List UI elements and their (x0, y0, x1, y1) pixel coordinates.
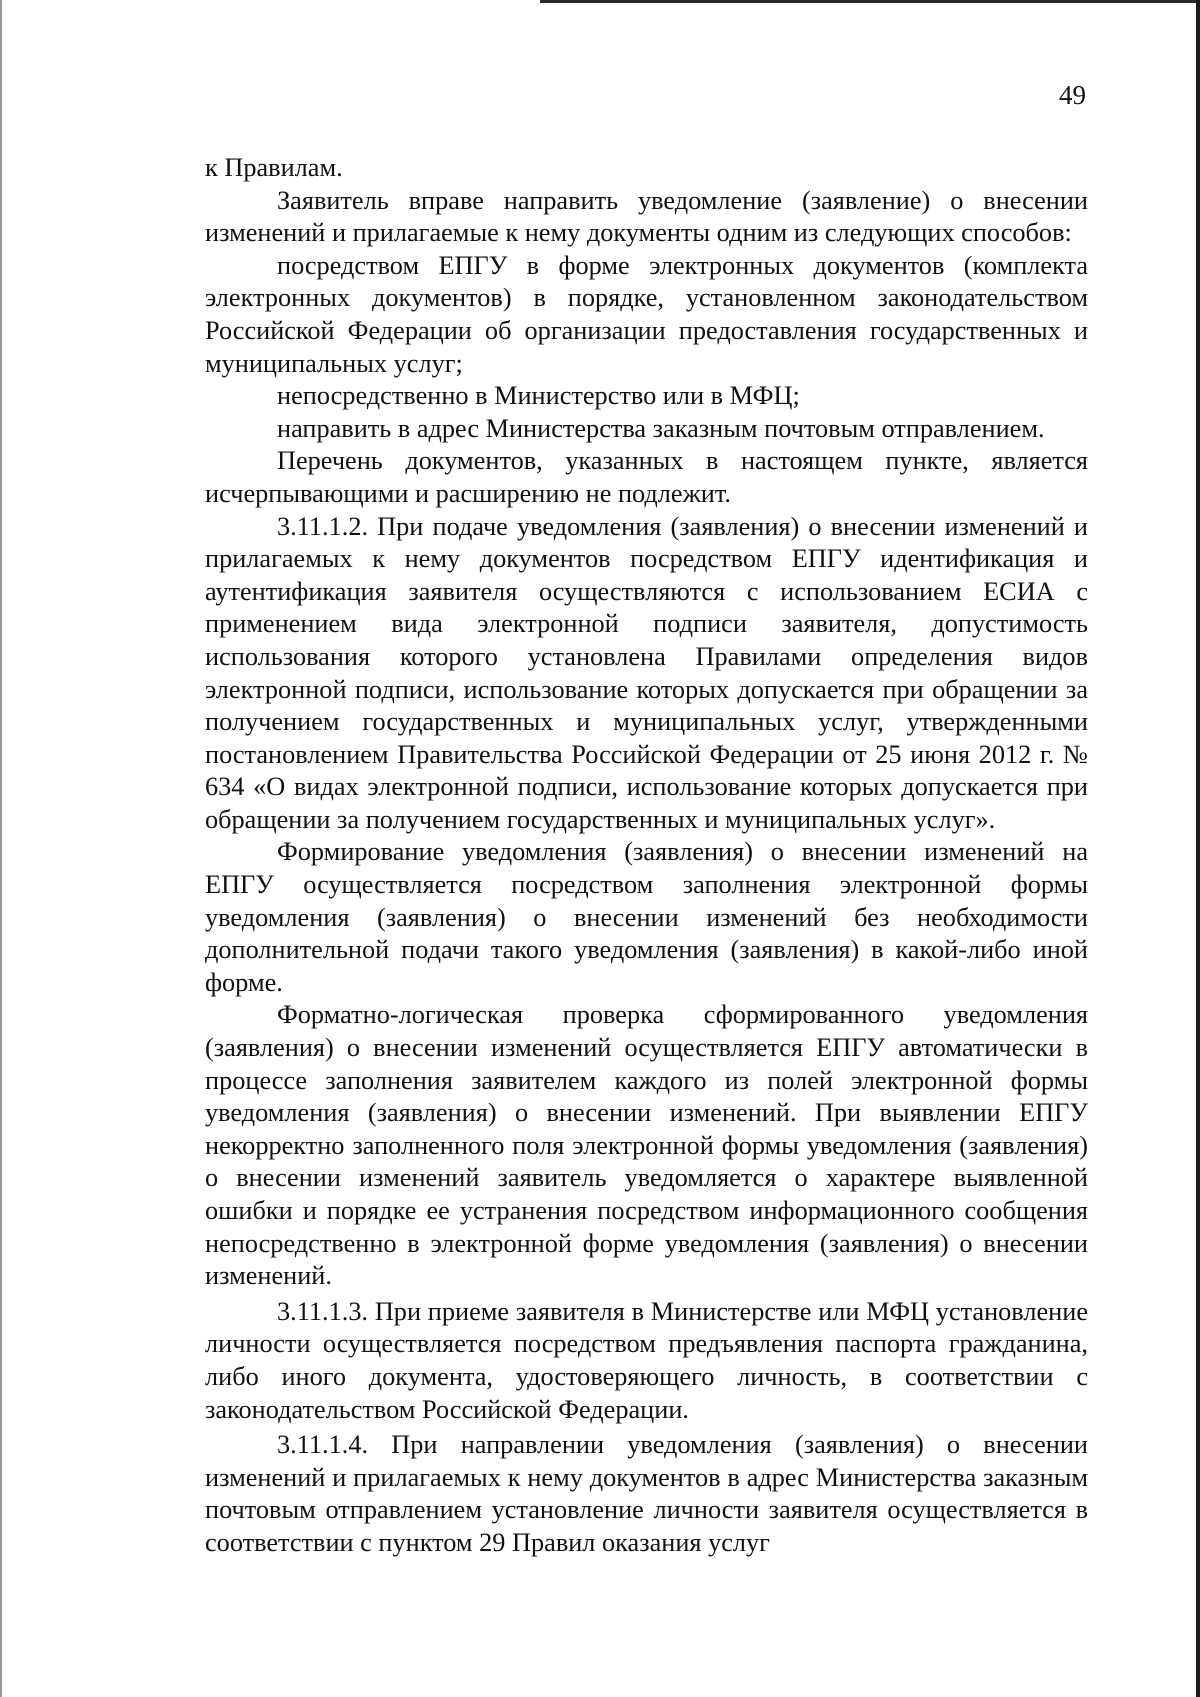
paragraph-submission-methods: Заявитель вправе направить уведомление (заявление) о внесении изменений и прилагаемые к нему документы одним из следующих способов: (205, 185, 1088, 248)
paragraph-3-11-1-2: 3.11.1.2. При подаче уведомления (заявления) о внесении изменений и прилагаемых к нему документов посредством ЕПГУ идентификация и аутентификация заявителя осуществляются с использованием ЕСИА с применением вида электронной подписи заявителя, допустимость использования которого установлена Правилами определения видов электронной подписи, использование которых допускается при обращении за получением государственных и муниципальных услуг, утвержденными постановлением Правительства Российской Федерации от 25 июня 2012 г. № 634 «О видах электронной подписи, использование которых допускается при обращении за получением государственных и муниципальных услуг». (205, 511, 1088, 834)
scan-edge-right (1196, 0, 1200, 1697)
page-number: 49 (1059, 80, 1086, 110)
list-item-in-person: непосредственно в Министерство или в МФЦ; (277, 381, 800, 411)
scan-edge-top (540, 0, 1200, 3)
paragraph-format-check: Форматно-логическая проверка сформированного уведомления (заявления) о внесении изменений осуществляется ЕПГУ автоматически в процессе заполнения заявителем каждого из полей электронной формы уведомления (заявления) о внесении изменений. При выявлении ЕПГУ некорректно заполненного поля электронной формы уведомления (заявления) о внесении изменений заявитель уведомляется о характере выявленной ошибки и порядке ее устранения посредством информационного сообщения непосредственно в электронной форме уведомления (заявления) о внесении изменений. (205, 1000, 1088, 1291)
paragraph-3-11-1-4: 3.11.1.4. При направлении уведомления (заявления) о внесении изменений и прилагаемых к нему документов в адрес Министерства заказным почтовым отправлением установление личности заявителя осуществляется в соответствии с пунктом 29 Правил оказания услуг (205, 1430, 1088, 1557)
paragraph-form-creation: Формирование уведомления (заявления) о внесении изменений на ЕПГУ осуществляется посредством заполнения электронной формы уведомления (заявления) о внесении изменений без необходимости дополнительной подачи такого уведомления (заявления) в какой-либо иной форме. (205, 837, 1088, 997)
list-item-epgu: посредством ЕПГУ в форме электронных документов (комплекта электронных документов) в порядке, установленном законодательством Российской Федерации об организации предоставления государственных и муниципальных услуг; (205, 250, 1088, 378)
paragraph-3-11-1-3: 3.11.1.3. При приеме заявителя в Министерстве или МФЦ установление личности осуществляется посредством предъявления паспорта гражданина, либо иного документа, удостоверяющего личность, в соответствии с законодательством Российской Федерации. (205, 1296, 1088, 1424)
scan-edge-left (0, 0, 2, 1697)
paragraph-exhaustive-list: Перечень документов, указанных в настоящем пункте, является исчерпывающими и расширению не подлежит. (205, 446, 1088, 508)
list-item-mail: направить в адрес Министерства заказным почтовым отправлением. (277, 413, 1045, 443)
document-body (205, 152, 1088, 1560)
paragraph-continuation: к Правилам. (205, 153, 343, 182)
